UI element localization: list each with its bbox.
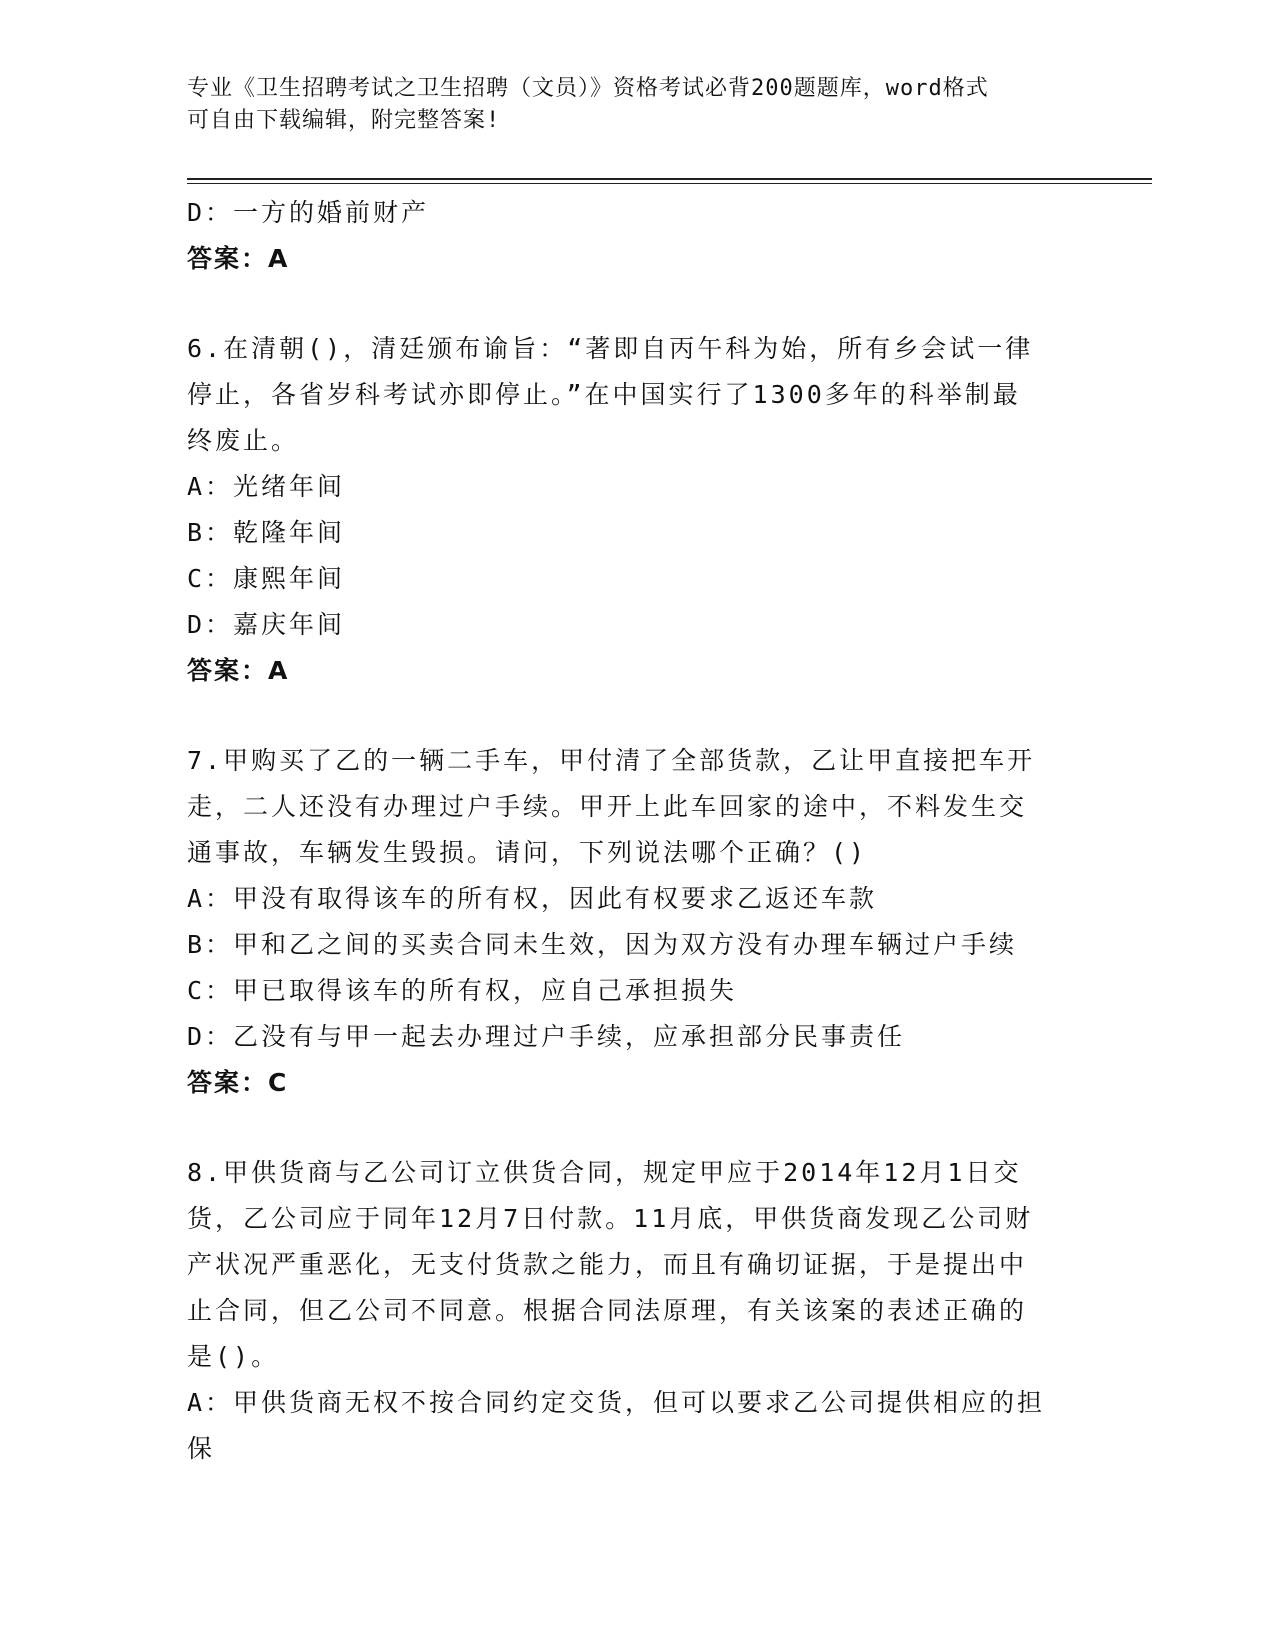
header-line-1: 专业《卫生招聘考试之卫生招聘（文员）》资格考试必背200题题库，word格式 (187, 76, 989, 101)
question-stem-line: 停止，各省岁科考试亦即停止。”在中国实行了1300多年的科举制最 (187, 380, 1021, 409)
option-b: B：甲和乙之间的买卖合同未生效，因为双方没有办理车辆过户手续 (187, 930, 1018, 959)
question-7 (187, 738, 1087, 1106)
question-stem-line: 走，二人还没有办理过户手续。甲开上此车回家的途中，不料发生交 (187, 792, 1028, 821)
header-line-2: 可自由下载编辑，附完整答案! (187, 108, 501, 133)
document-header (187, 73, 1067, 137)
option-a: A：甲供货商无权不按合同约定交货，但可以要求乙公司提供相应的担 (187, 1388, 1046, 1417)
answer-line: 答案：A (187, 244, 290, 273)
question-stem-line: 通事故，车辆发生毁损。请问，下列说法哪个正确？() (187, 838, 868, 867)
question-stem-line: 终废止。 (187, 426, 300, 455)
question-stem-line: 是()。 (187, 1342, 280, 1371)
header-divider-thick (187, 178, 1152, 180)
document-body (187, 190, 1087, 1472)
option-a: A：甲没有取得该车的所有权，因此有权要求乙返还车款 (187, 884, 878, 913)
question-8 (187, 1150, 1087, 1472)
option-c: C：康熙年间 (187, 564, 346, 593)
answer-line: 答案：A (187, 656, 290, 685)
option-a: A：光绪年间 (187, 472, 346, 501)
question-6 (187, 326, 1087, 694)
question-stem-line: 8.甲供货商与乙公司订立供货合同，规定甲应于2014年12月1日交 (187, 1158, 1022, 1187)
option-d: D：一方的婚前财产 (187, 198, 430, 227)
answer-line: 答案：C (187, 1068, 289, 1097)
question-stem-line: 止合同，但乙公司不同意。根据合同法原理，有关该案的表述正确的 (187, 1296, 1028, 1325)
option-b: B：乾隆年间 (187, 518, 346, 547)
question-5-tail (187, 190, 1087, 282)
option-d: D：乙没有与甲一起去办理过户手续，应承担部分民事责任 (187, 1022, 906, 1051)
question-stem-line: 6.在清朝()，清廷颁布谕旨：“著即自丙午科为始，所有乡会试一律 (187, 334, 1034, 363)
question-stem-line: 产状况严重恶化，无支付货款之能力，而且有确切证据，于是提出中 (187, 1250, 1028, 1279)
option-c: C：甲已取得该车的所有权，应自己承担损失 (187, 976, 738, 1005)
question-stem-line: 7.甲购买了乙的一辆二手车，甲付清了全部货款，乙让甲直接把车开 (187, 746, 1036, 775)
header-divider-thin (187, 183, 1152, 184)
question-stem-line: 货，乙公司应于同年12月7日付款。11月底，甲供货商发现乙公司财 (187, 1204, 1034, 1233)
option-d: D：嘉庆年间 (187, 610, 346, 639)
option-a-continued: 保 (187, 1434, 216, 1463)
